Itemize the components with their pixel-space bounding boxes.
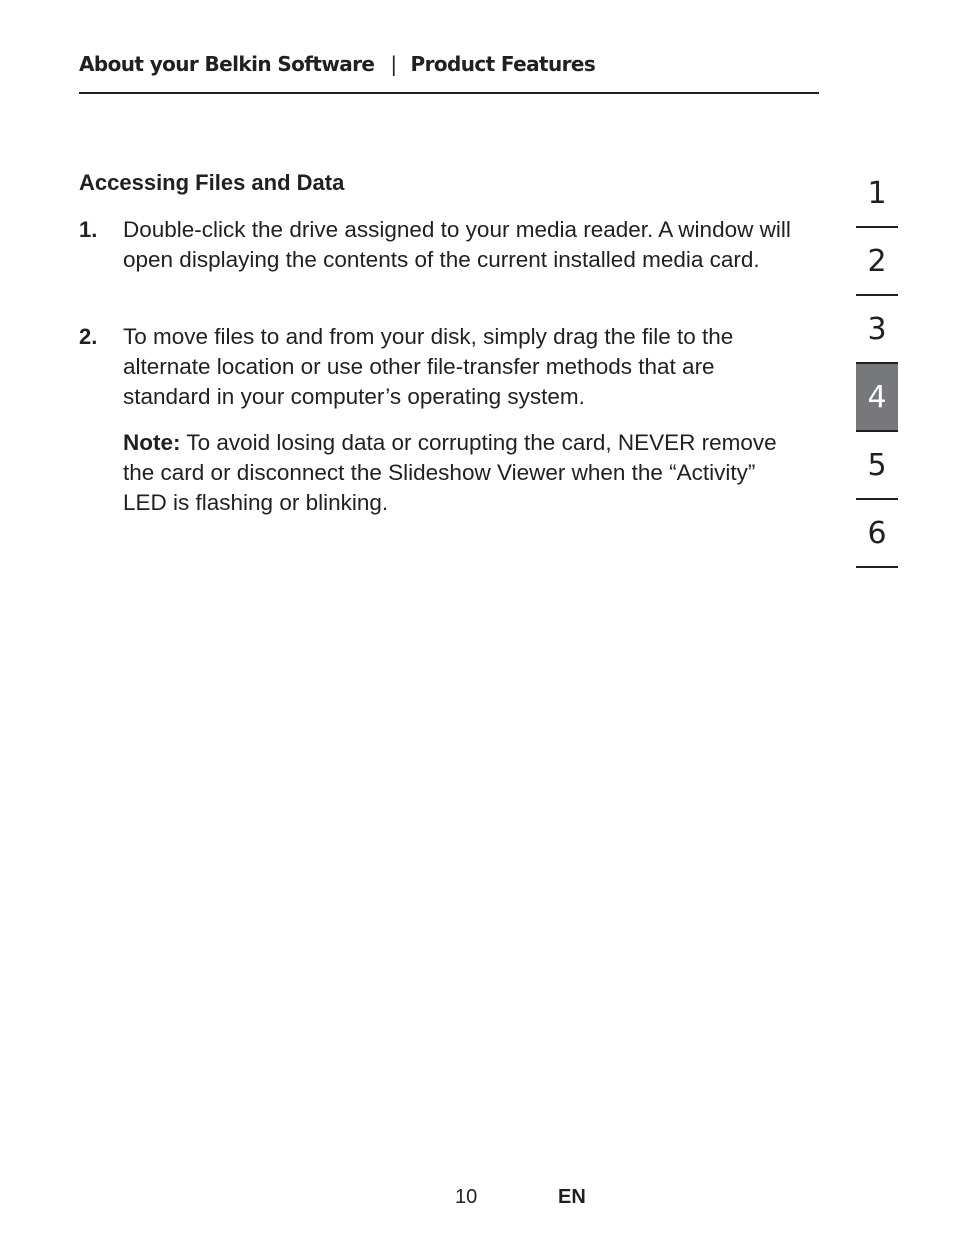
note-text: To avoid losing data or corrupting the card, NEVER remove the card or disconnect the Slideshow Viewer when the “Activity” LED is flashing or blinking. bbox=[123, 430, 777, 515]
note-paragraph bbox=[123, 428, 803, 518]
section-heading: Accessing Files and Data bbox=[79, 170, 345, 195]
instruction-step-1 bbox=[79, 215, 799, 275]
chapter-navigation bbox=[856, 160, 898, 568]
chapter-tab-5[interactable]: 5 bbox=[856, 432, 898, 500]
chapter-tab-4[interactable]: 4 bbox=[856, 364, 898, 432]
language-code: EN bbox=[558, 1186, 586, 1208]
note-label: Note: bbox=[123, 430, 181, 455]
page-number: 10 bbox=[455, 1186, 478, 1208]
chapter-tab-6[interactable]: 6 bbox=[856, 500, 898, 568]
step-text: To move files to and from your disk, simply drag the file to the alternate location or use other file-transfer methods that are standard in your computer’s operating system. bbox=[123, 324, 734, 409]
running-header bbox=[79, 52, 819, 94]
header-page-topic: Product Features bbox=[410, 52, 596, 76]
header-separator: | bbox=[390, 52, 397, 76]
instruction-step-2 bbox=[79, 322, 799, 412]
step-number: 2. bbox=[79, 324, 98, 349]
chapter-tab-2[interactable]: 2 bbox=[856, 228, 898, 296]
step-text: Double-click the drive assigned to your media reader. A window will open displaying the contents of the current installed media card. bbox=[123, 217, 791, 272]
chapter-tab-3[interactable]: 3 bbox=[856, 296, 898, 364]
header-section-title: About your Belkin Software bbox=[79, 52, 375, 76]
step-number: 1. bbox=[79, 217, 98, 242]
chapter-tab-1[interactable]: 1 bbox=[856, 160, 898, 228]
